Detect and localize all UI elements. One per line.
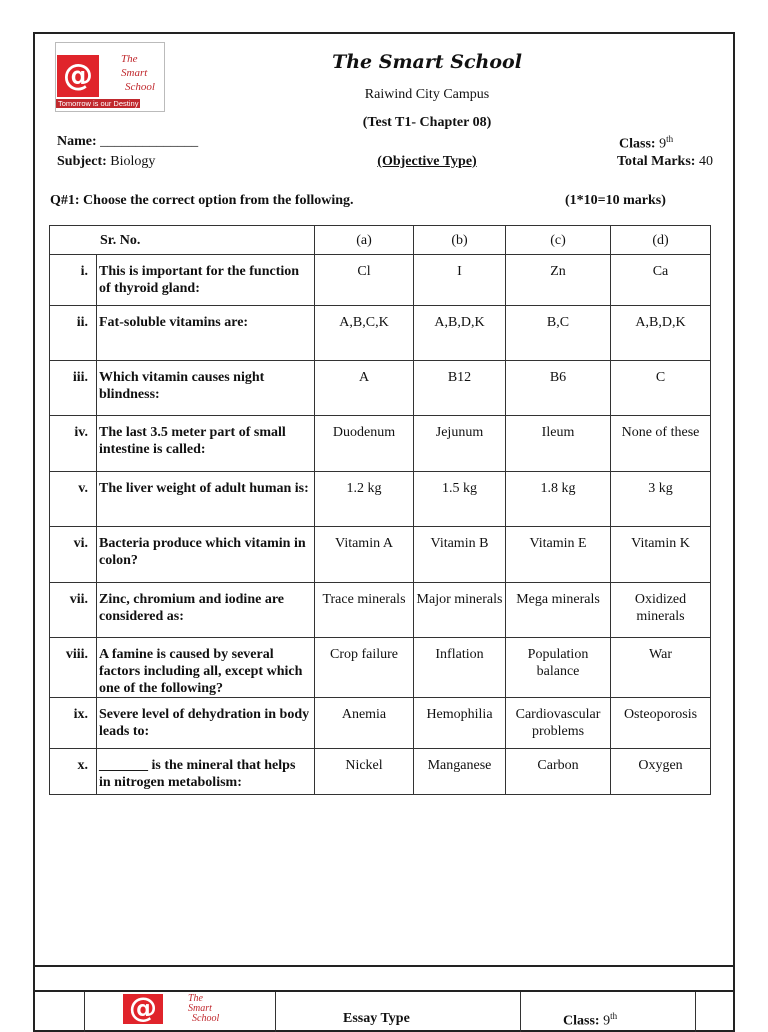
footer-essay-type: Essay Type	[343, 1011, 410, 1026]
question-number-label: vi.	[73, 536, 88, 551]
footer-cell-divider	[520, 992, 521, 1032]
question-number-label: iv.	[74, 425, 88, 440]
footer-cell-divider	[275, 992, 276, 1032]
question-number	[50, 416, 97, 472]
question-number-label: i.	[80, 264, 88, 279]
class-row: Class: 9th	[619, 134, 674, 152]
option-b[interactable]: 1.5 kg	[414, 472, 506, 527]
question-number	[50, 306, 97, 361]
option-b[interactable]: Vitamin B	[414, 527, 506, 583]
footer-school-logo: @ The Smart School	[120, 994, 230, 1024]
subject-label: Subject:	[57, 154, 107, 169]
option-a[interactable]: Nickel	[315, 749, 414, 795]
question-number-label: v.	[78, 481, 88, 496]
option-c[interactable]: Cardiovascular problems	[506, 698, 611, 749]
option-c[interactable]: Mega minerals	[506, 583, 611, 638]
question-text: _______ is the mineral that helps in nitrogen metabolism:	[97, 749, 315, 795]
test-title: (Test T1- Chapter 08)	[362, 115, 492, 130]
question-text: Bacteria produce which vitamin in colon?	[97, 527, 315, 583]
table-row	[50, 255, 711, 306]
option-a[interactable]: Vitamin A	[315, 527, 414, 583]
question-number	[50, 749, 97, 795]
question-text: This is important for the function of thyroid gland:	[97, 255, 315, 306]
option-d[interactable]: Osteoporosis	[611, 698, 711, 749]
question-number-label: x.	[77, 758, 88, 773]
table-header-row	[50, 226, 711, 255]
name-blank[interactable]: ______________	[100, 134, 199, 149]
option-a[interactable]: Trace minerals	[315, 583, 414, 638]
test-type: (Objective Type)	[377, 154, 477, 169]
school-logo: @ The Smart School Tomorrow is our Destiny	[55, 42, 165, 112]
logo-tagline: Tomorrow is our Destiny	[58, 99, 139, 108]
question-text: Which vitamin causes night blindness:	[97, 361, 315, 416]
header-option-b: (b)	[414, 226, 506, 255]
total-marks-row	[617, 154, 713, 170]
option-a[interactable]: Cl	[315, 255, 414, 306]
class-value: 9	[659, 136, 667, 152]
question-number-label: ix.	[73, 707, 88, 722]
mcq-table	[49, 225, 711, 795]
table-row	[50, 749, 711, 795]
option-c[interactable]: Zn	[506, 255, 611, 306]
question-number	[50, 472, 97, 527]
table-row	[50, 361, 711, 416]
question-number	[50, 698, 97, 749]
logo-text-the: The	[121, 53, 138, 65]
option-c[interactable]: Carbon	[506, 749, 611, 795]
table-row	[50, 472, 711, 527]
total-marks-value: 40	[698, 154, 713, 169]
footer-cell-divider	[84, 992, 85, 1032]
option-c[interactable]: B,C	[506, 306, 611, 361]
option-d[interactable]: A,B,D,K	[611, 306, 711, 361]
option-d[interactable]: Oxidized minerals	[611, 583, 711, 638]
option-b[interactable]: Hemophilia	[414, 698, 506, 749]
total-marks-label: Total Marks:	[617, 154, 696, 169]
option-b[interactable]: Inflation	[414, 638, 506, 698]
footer-class: Class: 9th	[563, 1011, 618, 1029]
option-c[interactable]: Ileum	[506, 416, 611, 472]
question-text: Fat-soluble vitamins are:	[97, 306, 315, 361]
question-number-label: ii.	[76, 315, 88, 330]
option-c[interactable]: Population balance	[506, 638, 611, 698]
table-row	[50, 527, 711, 583]
question-text: The last 3.5 meter part of small intestine is called:	[97, 416, 315, 472]
header-option-a: (a)	[315, 226, 414, 255]
option-c[interactable]: B6	[506, 361, 611, 416]
option-d[interactable]: War	[611, 638, 711, 698]
question-number	[50, 361, 97, 416]
option-c[interactable]: 1.8 kg	[506, 472, 611, 527]
question-text: A famine is caused by several factors including all, except which one of the following?	[97, 638, 315, 698]
question-text: The liver weight of adult human is:	[97, 472, 315, 527]
question-number	[50, 527, 97, 583]
option-a[interactable]: A	[315, 361, 414, 416]
option-d[interactable]: None of these	[611, 416, 711, 472]
question-marks: (1*10=10 marks)	[565, 193, 666, 208]
option-b[interactable]: Manganese	[414, 749, 506, 795]
question-number	[50, 255, 97, 306]
school-name: The Smart School	[332, 51, 522, 73]
subject-row	[57, 154, 155, 170]
option-a[interactable]: Crop failure	[315, 638, 414, 698]
class-label: Class:	[619, 136, 656, 152]
option-b[interactable]: I	[414, 255, 506, 306]
question-number-label: iii.	[72, 370, 88, 385]
option-d[interactable]: Oxygen	[611, 749, 711, 795]
logo-text-smart: Smart	[121, 67, 148, 79]
question-number-label: viii.	[65, 647, 88, 662]
option-a[interactable]: 1.2 kg	[315, 472, 414, 527]
question-heading: Q#1: Choose the correct option from the following.	[50, 193, 354, 208]
option-d[interactable]: Ca	[611, 255, 711, 306]
subject-value: Biology	[110, 154, 156, 169]
name-label: Name: ______________	[57, 134, 199, 149]
option-b[interactable]: B12	[414, 361, 506, 416]
option-a[interactable]: A,B,C,K	[315, 306, 414, 361]
question-number-label: vii.	[69, 592, 88, 607]
header-sr-no: Sr. No.	[50, 226, 315, 255]
table-row	[50, 698, 711, 749]
table-row	[50, 638, 711, 698]
question-text: Severe level of dehydration in body leads to:	[97, 698, 315, 749]
option-b[interactable]: Jejunum	[414, 416, 506, 472]
option-a[interactable]: Duodenum	[315, 416, 414, 472]
campus-name: Raiwind City Campus	[364, 87, 490, 102]
table-row	[50, 306, 711, 361]
footer-cell-divider	[695, 992, 696, 1032]
logo-text-school: School	[125, 81, 155, 93]
option-d[interactable]: Vitamin K	[611, 527, 711, 583]
option-d[interactable]: C	[611, 361, 711, 416]
header-option-c: (c)	[506, 226, 611, 255]
option-d[interactable]: 3 kg	[611, 472, 711, 527]
option-c[interactable]: Vitamin E	[506, 527, 611, 583]
question-number	[50, 583, 97, 638]
table-row	[50, 583, 711, 638]
option-b[interactable]: Major minerals	[414, 583, 506, 638]
option-a[interactable]: Anemia	[315, 698, 414, 749]
question-text: Zinc, chromium and iodine are considered as:	[97, 583, 315, 638]
table-row	[50, 416, 711, 472]
header-option-d: (d)	[611, 226, 711, 255]
option-b[interactable]: A,B,D,K	[414, 306, 506, 361]
footer-separator	[33, 965, 735, 992]
question-number	[50, 638, 97, 698]
